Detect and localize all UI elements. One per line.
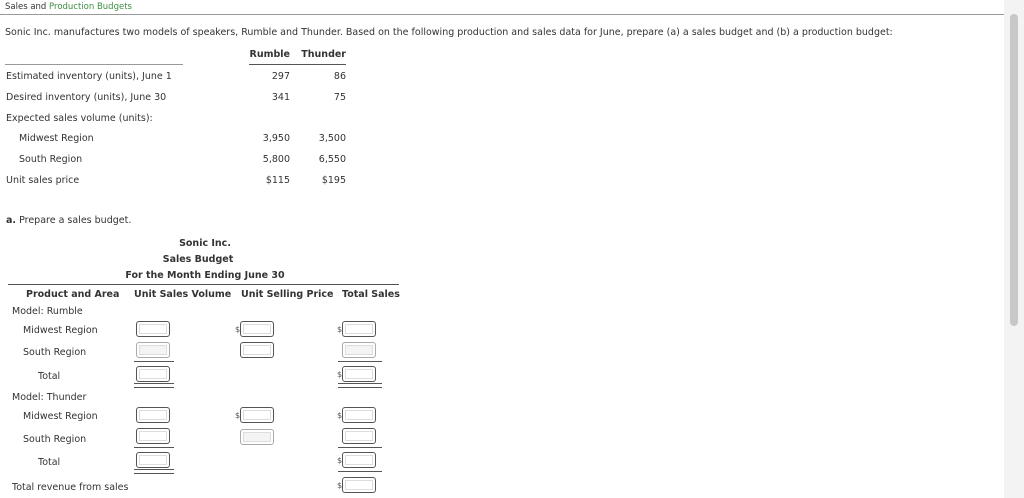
breadcrumb [5, 2, 132, 12]
thunder-price-input[interactable] [240, 407, 274, 423]
subtotal-rule [338, 361, 382, 362]
total-revenue-label: Total revenue from sales [12, 482, 129, 493]
thunder-midwest-total-input[interactable] [342, 407, 376, 423]
subtotal-rule [338, 471, 382, 472]
col-header-rumble: Rumble [249, 49, 290, 60]
thunder-south-price-input[interactable] [240, 429, 274, 445]
col-unit-sales-volume: Unit Sales Volume [134, 289, 232, 300]
thunder-midwest-label: Midwest Region [23, 411, 98, 422]
budget-title: Sales Budget [162, 254, 234, 265]
budget-period: For the Month Ending June 30 [125, 270, 285, 281]
row-label: Desired inventory (units), June 30 [6, 92, 167, 103]
thunder-value: $195 [321, 175, 346, 186]
total-double-rule [134, 469, 174, 474]
thunder-total-sales-input[interactable] [342, 452, 376, 468]
rumble-south-label: South Region [23, 347, 87, 358]
dollar-sign: $ [337, 481, 343, 490]
breadcrumb-section: Sales and [5, 2, 47, 12]
col-total-sales: Total Sales [342, 289, 400, 300]
budget-company: Sonic Inc. [179, 238, 231, 249]
scrollbar-thumb[interactable] [1010, 14, 1018, 326]
subtotal-rule [338, 447, 382, 448]
thunder-value: 86 [333, 71, 346, 82]
model-thunder-label: Model: Thunder [12, 392, 87, 403]
header-rule-left [5, 64, 183, 65]
rumble-value: 3,950 [262, 133, 290, 144]
part-a-instruction [6, 215, 131, 226]
thunder-total-volume-input[interactable] [136, 452, 170, 468]
subtotal-rule [134, 447, 174, 448]
thunder-south-volume-input[interactable] [136, 428, 170, 444]
total-double-rule [134, 383, 174, 388]
row-label: Midwest Region [19, 133, 94, 144]
thunder-total-label: Total [38, 457, 61, 468]
header-rule [249, 64, 346, 65]
rumble-south-price-input[interactable] [240, 342, 274, 358]
vertical-scrollbar[interactable] [1004, 0, 1024, 498]
dollar-sign: $ [337, 370, 343, 379]
col-header-thunder: Thunder [301, 49, 346, 60]
rumble-total-label: Total [38, 371, 61, 382]
row-label: Expected sales volume (units): [6, 113, 153, 124]
thunder-midwest-volume-input[interactable] [136, 407, 170, 423]
rumble-midwest-label: Midwest Region [23, 325, 98, 336]
rumble-total-sales-input[interactable] [342, 366, 376, 382]
rumble-total-volume-input[interactable] [136, 366, 170, 382]
top-bar [0, 0, 1004, 15]
breadcrumb-topic[interactable]: Production Budgets [49, 2, 132, 12]
dollar-sign: $ [337, 456, 343, 465]
rumble-south-total-input[interactable] [342, 342, 376, 358]
total-revenue-input[interactable] [342, 477, 376, 493]
thunder-south-total-input[interactable] [342, 428, 376, 444]
row-label: South Region [19, 154, 83, 165]
thunder-south-label: South Region [23, 434, 87, 445]
rumble-price-input[interactable] [240, 321, 274, 337]
thunder-value: 3,500 [318, 133, 346, 144]
dollar-sign: $ [235, 325, 241, 334]
row-label: Estimated inventory (units), June 1 [6, 71, 172, 82]
part-letter: a. [6, 215, 17, 226]
part-text: Prepare a sales budget. [19, 215, 132, 226]
total-double-rule [338, 383, 382, 388]
dollar-sign: $ [235, 411, 241, 420]
dollar-sign: $ [337, 325, 343, 334]
col-unit-selling-price: Unit Selling Price [241, 289, 334, 300]
rumble-value: 5,800 [262, 154, 290, 165]
thunder-value: 6,550 [318, 154, 346, 165]
budget-top-rule [8, 284, 399, 285]
rumble-value: 341 [271, 92, 290, 103]
rumble-value: $115 [265, 175, 290, 186]
subtotal-rule [134, 361, 174, 362]
col-product-area: Product and Area [26, 289, 120, 300]
rumble-midwest-total-input[interactable] [342, 321, 376, 337]
row-label: Unit sales price [6, 175, 80, 186]
model-rumble-label: Model: Rumble [12, 306, 83, 317]
rumble-value: 297 [271, 71, 290, 82]
dollar-sign: $ [337, 411, 343, 420]
thunder-value: 75 [333, 92, 346, 103]
problem-intro: Sonic Inc. manufactures two models of speakers, Rumble and Thunder. Based on the following production and sales data for June, prepare (a) a sales budget and (b) a production budget: [5, 27, 893, 38]
rumble-midwest-volume-input[interactable] [136, 321, 170, 337]
rumble-south-volume-input[interactable] [136, 342, 170, 358]
